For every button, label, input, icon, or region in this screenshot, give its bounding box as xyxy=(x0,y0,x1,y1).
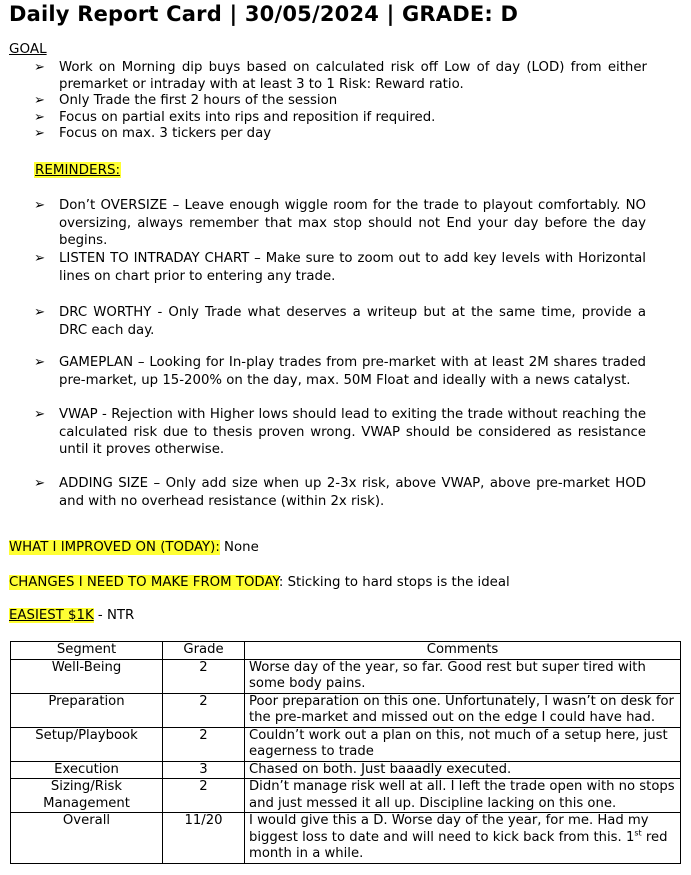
comment-text-b: red month in a while. xyxy=(249,829,668,861)
goal-heading: GOAL xyxy=(9,41,47,57)
segment-cell: Well-Being xyxy=(11,659,163,693)
grade-cell: 2 xyxy=(163,659,245,693)
arrow-bullet-icon: ➢ xyxy=(34,355,46,370)
ordinal-suffix: st xyxy=(634,828,642,838)
goal-item xyxy=(34,60,647,93)
column-header: Comments xyxy=(245,642,681,660)
improved-value: None xyxy=(219,540,259,555)
segment-cell: Overall xyxy=(11,813,163,864)
table-row xyxy=(11,813,681,864)
reminder-text: Don’t OVERSIZE – Leave enough wiggle room for the trade to playout comfortably. NO oversizing, always remember that max stop should not End your day before the day begins. xyxy=(59,198,646,248)
reminder-text: LISTEN TO INTRADAY CHART – Make sure to zoom out to add key levels with Horizontal lines on chart prior to entering any trade. xyxy=(59,251,646,284)
comment-cell: Worse day of the year, so far. Good rest but super tired with some body pains. xyxy=(245,659,681,693)
arrow-bullet-icon: ➢ xyxy=(34,93,45,108)
changes-label: CHANGES I NEED TO MAKE FROM TODAY xyxy=(9,575,279,590)
goal-item-text: Focus on max. 3 tickers per day xyxy=(59,126,272,141)
column-header: Segment xyxy=(11,642,163,660)
page-title: Daily Report Card | 30/05/2024 | GRADE: D xyxy=(9,2,519,26)
improved-label: WHAT I IMPROVED ON (TODAY): xyxy=(9,540,220,555)
comment-text-a: I would give this a D. Worse day of the year, for me. Had my biggest loss to date and will need to kick back from this. 1 xyxy=(249,813,649,845)
arrow-bullet-icon: ➢ xyxy=(34,126,45,141)
reminders-heading: REMINDERS: xyxy=(35,162,121,178)
segment-cell: Execution xyxy=(11,761,163,779)
easiest-value: - NTR xyxy=(93,608,135,623)
easiest-line xyxy=(9,608,134,623)
table-row xyxy=(11,779,681,813)
goal-item xyxy=(34,110,647,127)
reminder-text: GAMEPLAN – Looking for In-play trades from pre-market with at least 2M shares traded pre-market, up 15-200% on the day, max. 50M Float and ideally with a news catalyst. xyxy=(59,355,646,388)
grade-cell: 2 xyxy=(163,779,245,813)
comment-cell xyxy=(245,813,681,864)
comment-cell: Didn’t manage risk well at all. I left the trade open with no stops and just messed it all up. Discipline lacking on this one. xyxy=(245,779,681,813)
comment-cell: Chased on both. Just baaadly executed. xyxy=(245,761,681,779)
column-header: Grade xyxy=(163,642,245,660)
goal-item-text: Focus on partial exits into rips and reposition if required. xyxy=(59,109,436,125)
table-header-row xyxy=(11,642,681,660)
segment-cell: Sizing/Risk Management xyxy=(11,779,163,813)
segment-cell: Setup/Playbook xyxy=(11,727,163,761)
changes-line xyxy=(9,575,510,590)
easiest-label: EASIEST $1K xyxy=(9,608,94,623)
arrow-bullet-icon: ➢ xyxy=(34,60,45,75)
goal-item xyxy=(34,126,647,143)
grades-table xyxy=(10,641,681,864)
table-row xyxy=(11,659,681,693)
table-row xyxy=(11,727,681,761)
goal-item xyxy=(34,93,647,110)
comment-cell: Poor preparation on this one. Unfortunately, I wasn’t on desk for the pre-market and missed out on the edge I could have had. xyxy=(245,693,681,727)
grade-cell: 2 xyxy=(163,693,245,727)
reminder-text: ADDING SIZE – Only add size when up 2-3x risk, above VWAP, above pre-market HOD and with no overhead resistance (within 2x risk). xyxy=(59,476,646,509)
comment-cell: Couldn’t work out a plan on this, not much of a setup here, just eagerness to trade xyxy=(245,727,681,761)
changes-value: : Sticking to hard stops is the ideal xyxy=(278,575,510,590)
goal-item-text: Only Trade the first 2 hours of the session xyxy=(59,93,338,108)
segment-cell: Preparation xyxy=(11,693,163,727)
arrow-bullet-icon: ➢ xyxy=(34,476,46,491)
arrow-bullet-icon: ➢ xyxy=(34,251,46,266)
arrow-bullet-icon: ➢ xyxy=(34,198,46,213)
reminder-text: DRC WORTHY - Only Trade what deserves a writeup but at the same time, provide a DRC each day. xyxy=(59,305,646,338)
reminder-text: VWAP - Rejection with Higher lows should lead to exiting the trade without reaching the calculated risk due to thesis proven wrong. VWAP should be considered as resistance until it proves otherwise. xyxy=(59,407,646,457)
grade-cell: 2 xyxy=(163,727,245,761)
table-row xyxy=(11,693,681,727)
grade-cell: 3 xyxy=(163,761,245,779)
table-row xyxy=(11,761,681,779)
arrow-bullet-icon: ➢ xyxy=(34,305,46,320)
goal-item-text: Work on Morning dip buys based on calculated risk off Low of day (LOD) from either premarket or intraday with at least 3 to 1 Risk: Reward ratio. xyxy=(59,60,647,92)
arrow-bullet-icon: ➢ xyxy=(34,407,46,422)
grade-cell: 11/20 xyxy=(163,813,245,864)
arrow-bullet-icon: ➢ xyxy=(34,109,45,125)
improved-line xyxy=(9,540,259,555)
goal-list xyxy=(34,60,647,143)
